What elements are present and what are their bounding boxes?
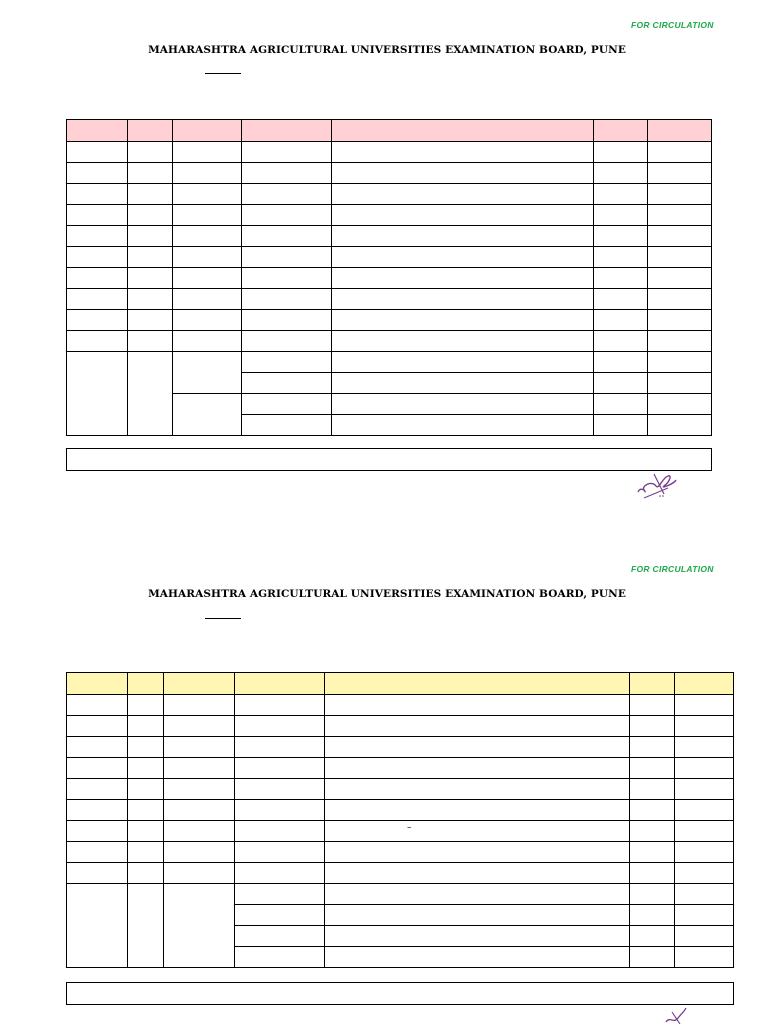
table-row [67, 863, 734, 884]
circulation-label: FOR CIRCULATION [631, 20, 714, 30]
board-title: MAHARASHTRA AGRICULTURAL UNIVERSITIES EXAMINATION BOARD, PUNE [148, 44, 626, 56]
table-row [67, 205, 712, 226]
signature-icon [634, 466, 678, 502]
table-row [67, 142, 712, 163]
table-row [67, 842, 734, 863]
table-row [67, 800, 734, 821]
table-row [67, 331, 712, 352]
table-row [67, 163, 712, 184]
table-row [67, 779, 734, 800]
table-row [67, 737, 734, 758]
title-underline [205, 73, 241, 74]
table-row [67, 247, 712, 268]
board-title: MAHARASHTRA AGRICULTURAL UNIVERSITIES EXAMINATION BOARD, PUNE [148, 588, 626, 600]
table-row [67, 352, 712, 373]
table-row [67, 884, 734, 905]
table-header-row [67, 120, 712, 142]
schedule-table [66, 672, 734, 968]
signature-icon [662, 1006, 692, 1024]
table-row [67, 226, 712, 247]
table-row [67, 310, 712, 331]
table-row [67, 758, 734, 779]
dash-mark: – [407, 823, 412, 833]
circulation-label: FOR CIRCULATION [631, 564, 714, 574]
table-row [67, 289, 712, 310]
title-underline [205, 618, 241, 619]
table-header-row [67, 673, 734, 695]
table-row [67, 821, 734, 842]
table-row [67, 716, 734, 737]
remarks-box [66, 982, 734, 1005]
table-row [67, 695, 734, 716]
remarks-box [66, 448, 712, 471]
schedule-table [66, 119, 712, 436]
table-row [67, 268, 712, 289]
table-row [67, 184, 712, 205]
sheet-2 [0, 540, 768, 1024]
